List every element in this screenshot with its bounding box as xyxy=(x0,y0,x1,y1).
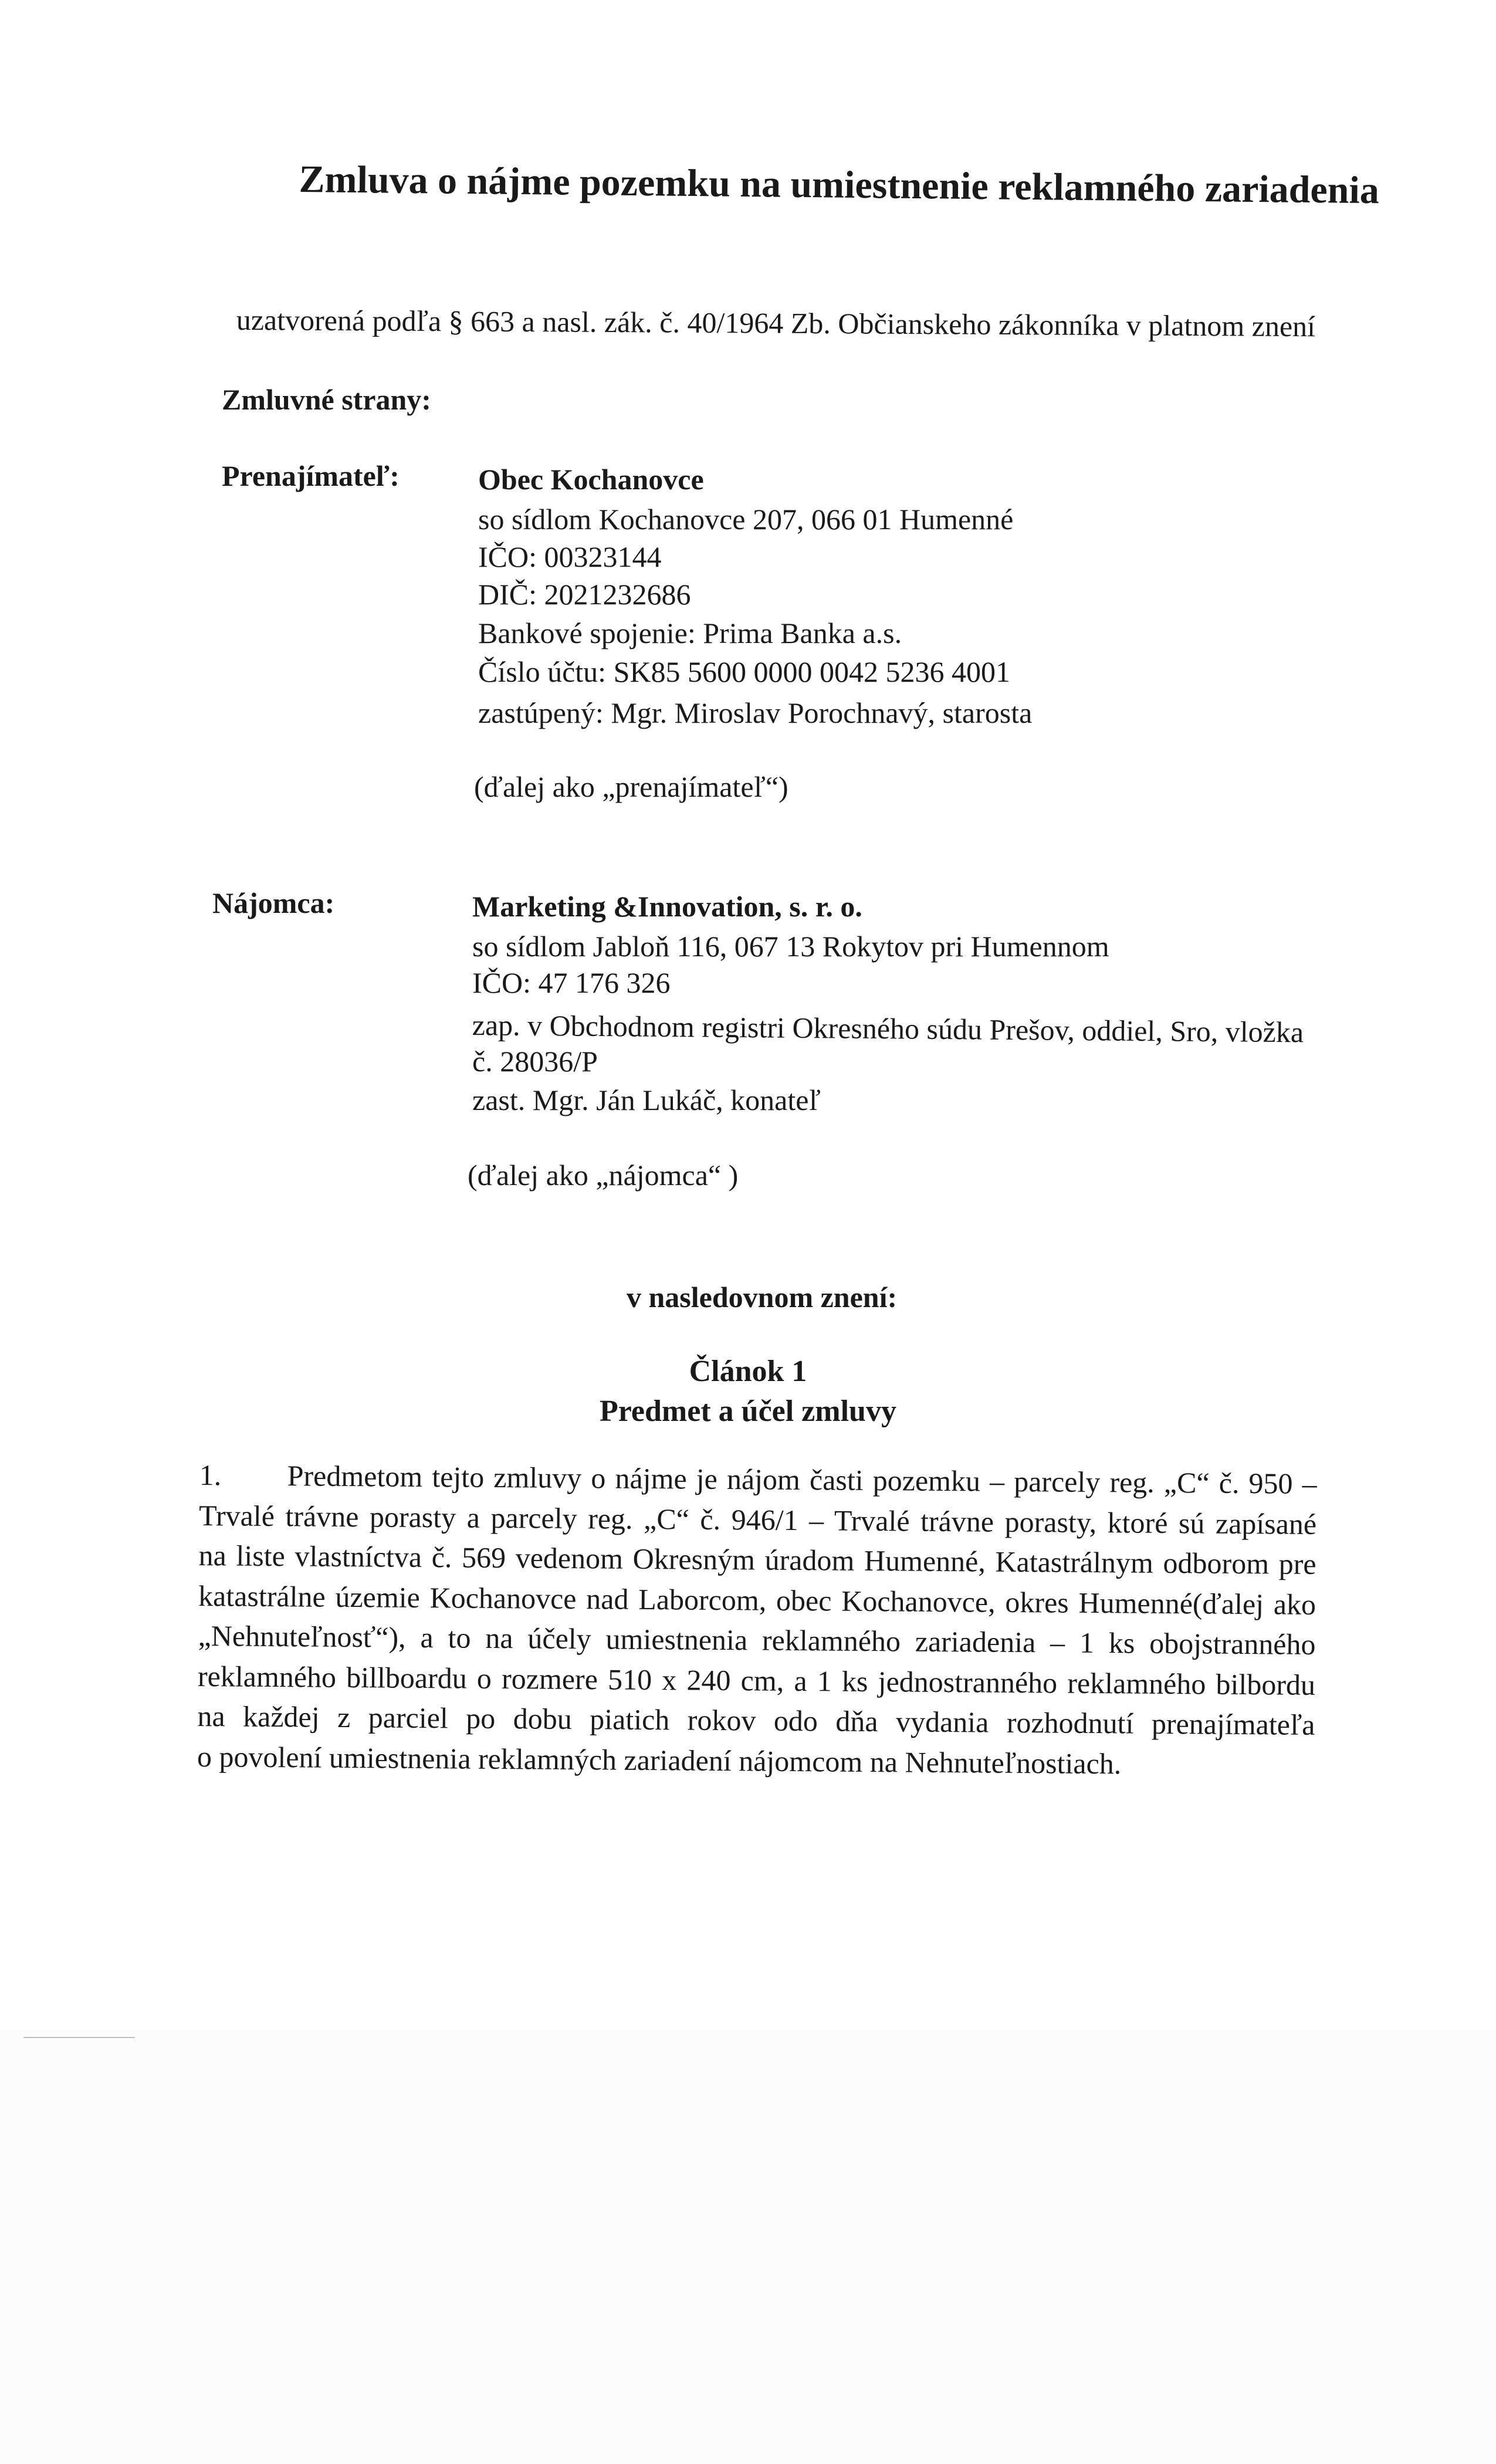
tenant-represented: zast. Mgr. Ján Lukáč, konateľ xyxy=(472,1084,821,1116)
article-heading: Predmet a účel zmluvy xyxy=(600,1395,896,1428)
scan-bottom-area xyxy=(0,2030,1496,2464)
landlord-represented: zastúpený: Mgr. Miroslav Porochnavý, starosta xyxy=(478,696,1033,729)
paragraph-line: „Nehnuteľnosť“), a to na účely umiestnenia reklamného zariadenia – 1 ks obojstranného xyxy=(198,1619,1316,1661)
scan-edge-line xyxy=(23,2037,135,2038)
tenant-role-label: Nájomca: xyxy=(212,886,335,919)
landlord-dic: DIČ: 2021232686 xyxy=(478,578,691,611)
paragraph-line: o povolení umiestnenia reklamných zariadení nájomcom na Nehnuteľnostiach. xyxy=(197,1739,1122,1780)
landlord-bank: Bankové spojenie: Prima Banka a.s. xyxy=(478,617,902,649)
tenant-address: so sídlom Jabloň 116, 067 13 Rokytov pri Humennom xyxy=(472,930,1109,963)
document-title: Zmluva o nájme pozemku na umiestnenie reklamného zariadenia xyxy=(299,157,1380,212)
landlord-role-label: Prenajímateľ: xyxy=(222,459,400,492)
landlord-name: Obec Kochanovce xyxy=(478,463,704,496)
landlord-alias: (ďalej ako „prenajímateľ“) xyxy=(474,770,788,803)
paragraph-line: 1. Predmetom tejto zmluvy o nájme je nájom časti pozemku – parcely reg. „C“ č. 950 – xyxy=(199,1455,1316,1504)
tenant-alias: (ďalej ako „nájomca“ ) xyxy=(468,1159,739,1192)
paragraph-line: katastrálne územie Kochanovce nad Laborcom, obec Kochanovce, okres Humenné(ďalej ako xyxy=(198,1579,1316,1621)
landlord-address: so sídlom Kochanovce 207, 066 01 Humenné xyxy=(478,503,1014,536)
article-paragraph-1 xyxy=(197,1455,1317,1785)
paragraph-line: Trvalé trávne porasty a parcely reg. „C“ č. 946/1 – Trvalé trávne porasty, ktoré sú zapísané xyxy=(198,1498,1317,1541)
contract-intro: v nasledovnom znení: xyxy=(627,1281,898,1314)
tenant-registry-line1: zap. v Obchodnom registri Okresného súdu Prešov, oddiel, Sro, vložka xyxy=(472,1008,1304,1049)
landlord-ico: IČO: 00323144 xyxy=(478,540,662,573)
paragraph-line: na liste vlastníctva č. 569 vedenom Okresným úradom Humenné, Katastrálnym odborom pre xyxy=(198,1538,1316,1580)
paragraph-number: 1. xyxy=(199,1458,222,1492)
document-subtitle: uzatvorená podľa § 663 a nasl. zák. č. 40/1964 Zb. Občianskeho zákonníka v platnom znení xyxy=(236,303,1316,343)
paragraph-line: reklamného billboardu o rozmere 510 x 240 cm, a 1 ks jednostranného reklamného bilbordu xyxy=(197,1659,1316,1701)
paragraph-line: na každej z parciel po dobu piatich rokov odo dňa vydania rozhodnutí prenajímateľa xyxy=(197,1699,1315,1741)
article-number: Článok 1 xyxy=(689,1355,807,1388)
landlord-account: Číslo účtu: SK85 5600 0000 0042 5236 4001 xyxy=(478,655,1010,688)
tenant-registry-line2: č. 28036/P xyxy=(472,1045,598,1078)
parties-heading: Zmluvné strany: xyxy=(222,383,431,416)
tenant-name: Marketing &Innovation, s. r. o. xyxy=(472,890,862,923)
tenant-ico: IČO: 47 176 326 xyxy=(472,966,671,999)
